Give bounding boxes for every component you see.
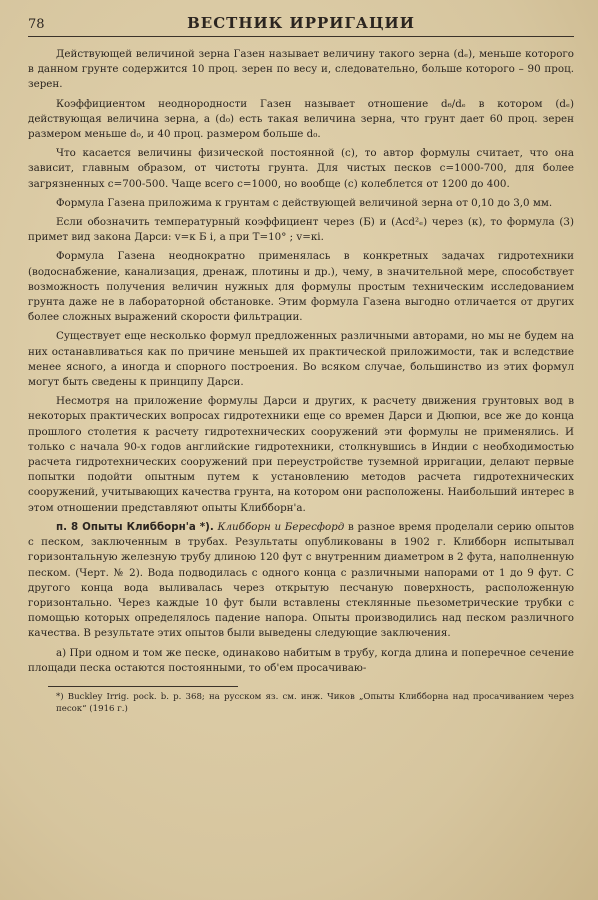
paragraph-history: Несмотря на приложение формулы Дарси и других, к расчету движения грунтовых вод в некоторых практических вопросах гидротехники еще со времен Дарси и Дюпюи, все же до конца прошлого столетия к расчету гидротехнических сооружений эти формулы не применялись. И только с начала 90-х годов английские гидротехники, столкнувшись в Индии с необходимостью расчета гидротехнических сооружений при переустройстве туземной ирригации, делают первые попытки подойти опытным путем к установлению методов расчета гидротехнических сооружений, учитывающих качества грунта, на котором они расположены. Наибольший интерес в этом отношении представляют опыты Клибборн'а. [28, 395, 574, 514]
running-header [28, 14, 574, 37]
section-text: в разное время проделали серию опытов с песком, заключенным в трубах. Результаты опубликованы в 1902 г. Клибборн испытывал горизонтальную железную трубу длиною 120 фут с внутренним диаметром в 2 фута, наполненную песком. (Черт. № 2). Вода подводилась с одного конца с различными напорами от 1 до 9 фут. С другого конца вода выливалась через открытую песчаную поверхность, расположенную горизонтально. Через каждые 10 фут были вставлены стеклянные пьезометрические трубки с помощью которых определялось падение напора. Опыты производились над песком различного качества. В результате этих опытов были выведены следующие заключения. [28, 520, 575, 640]
section-authors: Клибборн и Бересфорд [217, 520, 345, 533]
journal-title: ВЕСТНИК ИРРИГАЦИИ [187, 14, 415, 32]
page-number: 78 [28, 17, 45, 32]
section-heading: п. 8 Опыты Клибборн'а *). [56, 520, 214, 533]
footnote: *) Buckley Irrig. pock. b. p. 368; на русском яз. см. инж. Чиков „Опыты Клибборна над просачиванием через песок“ (1916 г.) [56, 691, 574, 714]
paragraph-other-formulas: Существует еще несколько формул предложенных различными авторами, но мы не будем на них останавливаться как по причине меньшей их практической приложимости, так и вследствие менее ясного, а иногда и спорного построения. Во всяком случае, большинство из этих формул могут быть сведены к принципу Дарси. [28, 330, 574, 389]
paragraph-constant-c: Что касается величины физической постоянной (с), то автор формулы считает, что она зависит, главным образом, от чистоты грунта. Для чистых песков с=1000-700, для более загрязненных с=700-500. Чаще всего с=1000, но вообще (с) колеблется от 1200 до 400. [28, 147, 574, 190]
section-clibborn [28, 520, 574, 642]
paragraph-darcy-form: Если обозначить температурный коэффициент через (Б) и (Acd²ₑ) через (к), то формула (3) примет вид закона Дарси: v=к Б i, а при T=10° ; v=кi. [28, 216, 574, 244]
paragraph-effective-grain: Действующей величиной зерна Газен называет величину такого зерна (dₑ), меньше которого в данном грунте содержится 10 проц. зерен по весу и, следовательно, больше которого – 90 проц. зерен. [28, 48, 574, 91]
item-a: а) При одном и том же песке, одинаково набитым в трубу, когда длина и поперечное сечение площади песка остаются постоянными, то об'ем просачиваю- [28, 646, 574, 674]
paragraph-hazen-usage: Формула Газена неоднократно применялась в конкретных задачах гидротехники (водоснабжение, канализация, дренаж, плотины и др.), чему, в значительной мере, способствует возможность получения величин нужных для формулы простым техническим исследованием грунта даже не в лабораторной обстановке. Этим формула Газена выгодно отличается от других более сложных выражений скорости фильтрации. [28, 250, 574, 324]
paragraph-applicability: Формула Газена приложима к грунтам с действующей величиной зерна от 0,10 до 3,0 мм. [56, 196, 553, 209]
paragraph-nonuniformity: Коэффициентом неоднородности Газен называет отношение d₆/dₑ в котором (dₑ) действующая величина зерна, а (d₀) есть такая величина зерна, что грунт дает 60 проц. зерен размером меньше d₀, и 40 проц. размером больше d₀. [28, 97, 574, 141]
footnote-rule [48, 686, 238, 687]
article-body [28, 47, 574, 676]
